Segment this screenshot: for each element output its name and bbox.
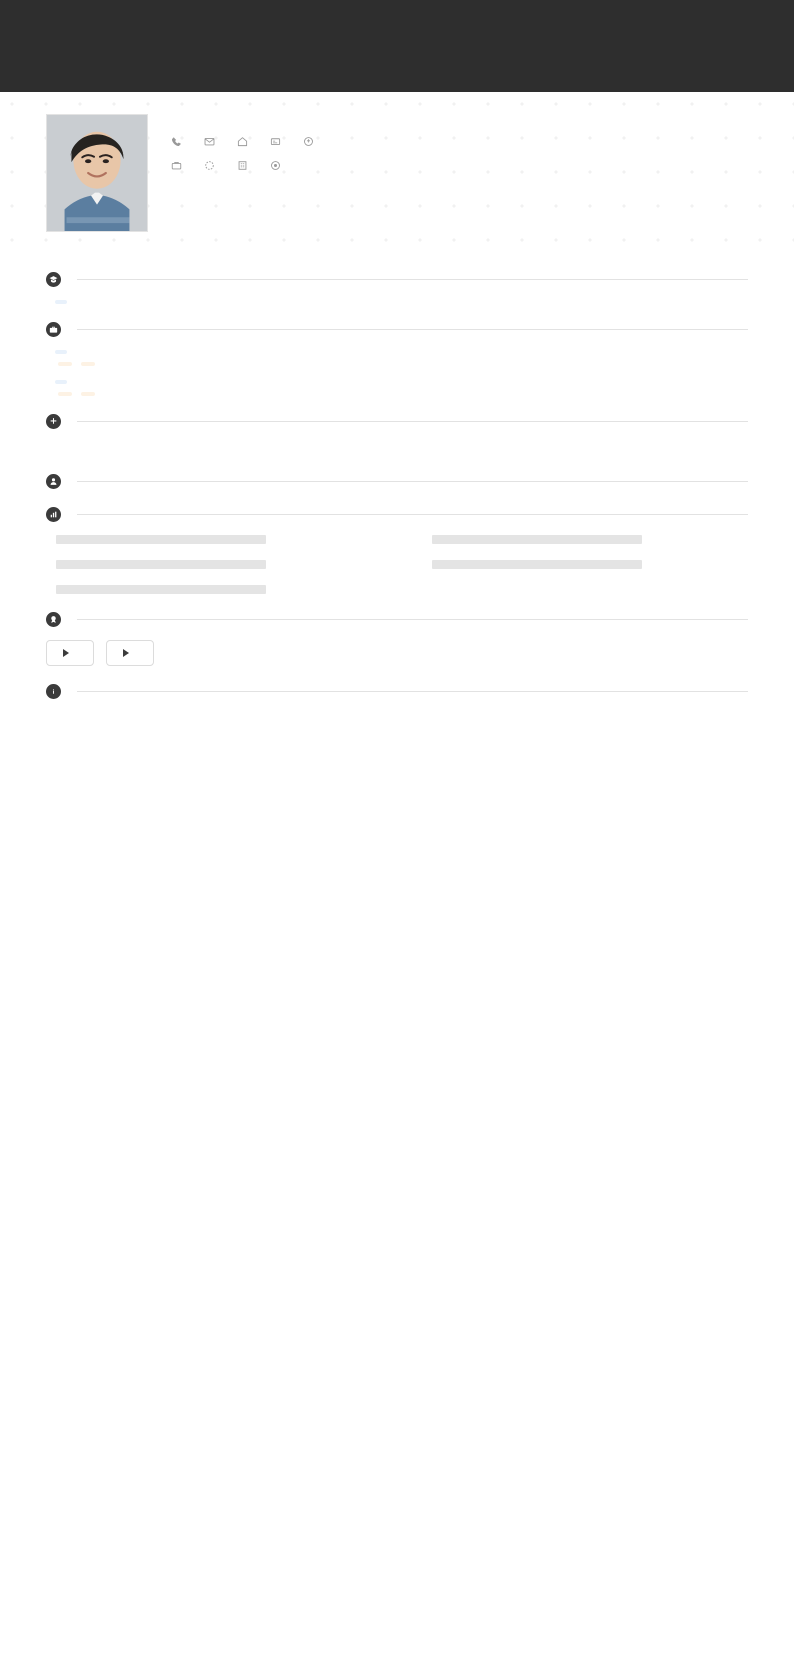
section-divider — [77, 514, 748, 515]
skill-item — [46, 535, 372, 544]
section-divider — [77, 279, 748, 280]
salary-icon — [269, 159, 281, 171]
role-tag — [81, 362, 95, 366]
skill-item — [46, 585, 372, 594]
phone-icon — [170, 135, 182, 147]
meta-city — [236, 135, 253, 147]
building-icon — [236, 159, 248, 171]
award-item[interactable] — [106, 640, 154, 666]
role-tag — [58, 392, 72, 396]
work-entry — [46, 380, 748, 396]
section-header-awards — [46, 612, 748, 627]
id-card-icon — [269, 135, 281, 147]
section-header-work — [46, 322, 748, 337]
meta-salary — [269, 159, 286, 171]
play-triangle-icon — [123, 649, 129, 657]
section-divider — [77, 619, 748, 620]
education-entry — [46, 300, 748, 304]
section-header-summary — [46, 474, 748, 489]
meta-age — [269, 135, 286, 147]
role-tag — [58, 362, 72, 366]
briefcase-icon — [46, 322, 61, 337]
work-entry — [46, 350, 748, 366]
meta-work-city — [236, 159, 253, 171]
skill-progress-track — [56, 585, 266, 594]
section-divider — [77, 481, 748, 482]
work-entry-head — [46, 350, 748, 354]
section-header-other — [46, 684, 748, 699]
company-tag — [55, 380, 67, 384]
avatar — [46, 114, 148, 232]
resume-body — [0, 272, 794, 742]
section-header-education — [46, 272, 748, 287]
school-tag — [55, 300, 67, 304]
resume-header — [0, 0, 794, 92]
briefcase-icon — [170, 159, 182, 171]
graduation-cap-icon — [46, 272, 61, 287]
section-divider — [77, 691, 748, 692]
skill-item — [422, 560, 748, 569]
section-header-project — [46, 414, 748, 429]
person-icon — [46, 474, 61, 489]
section-header-skills — [46, 507, 748, 522]
section-divider — [77, 329, 748, 330]
chart-icon — [46, 507, 61, 522]
work-entry-role-row — [46, 362, 748, 366]
medal-icon — [46, 612, 61, 627]
skill-progress-track — [432, 560, 642, 569]
project-icon — [46, 414, 61, 429]
work-entry-head — [46, 380, 748, 384]
gender-icon — [302, 135, 314, 147]
skill-item — [422, 535, 748, 544]
home-icon — [236, 135, 248, 147]
work-entry-role-row — [46, 392, 748, 396]
profile-info — [170, 114, 335, 183]
section-divider — [77, 421, 748, 422]
contact-meta-row-1 — [170, 135, 335, 147]
mail-icon — [203, 135, 215, 147]
meta-gender — [302, 135, 319, 147]
role-tag — [81, 392, 95, 396]
skill-progress-track — [56, 560, 266, 569]
play-triangle-icon — [63, 649, 69, 657]
company-tag — [55, 350, 67, 354]
status-icon — [203, 159, 215, 171]
meta-phone — [170, 135, 187, 147]
awards-list — [46, 640, 748, 666]
skill-item — [46, 560, 372, 569]
skills-grid — [46, 535, 748, 594]
skill-progress-track — [56, 535, 266, 544]
meta-email — [203, 135, 220, 147]
meta-position — [170, 159, 187, 171]
skill-progress-track — [432, 535, 642, 544]
info-icon — [46, 684, 61, 699]
contact-meta-row-2 — [170, 159, 335, 171]
profile-block — [0, 92, 794, 254]
education-entry-head — [46, 300, 748, 304]
meta-status — [203, 159, 220, 171]
award-item[interactable] — [46, 640, 94, 666]
